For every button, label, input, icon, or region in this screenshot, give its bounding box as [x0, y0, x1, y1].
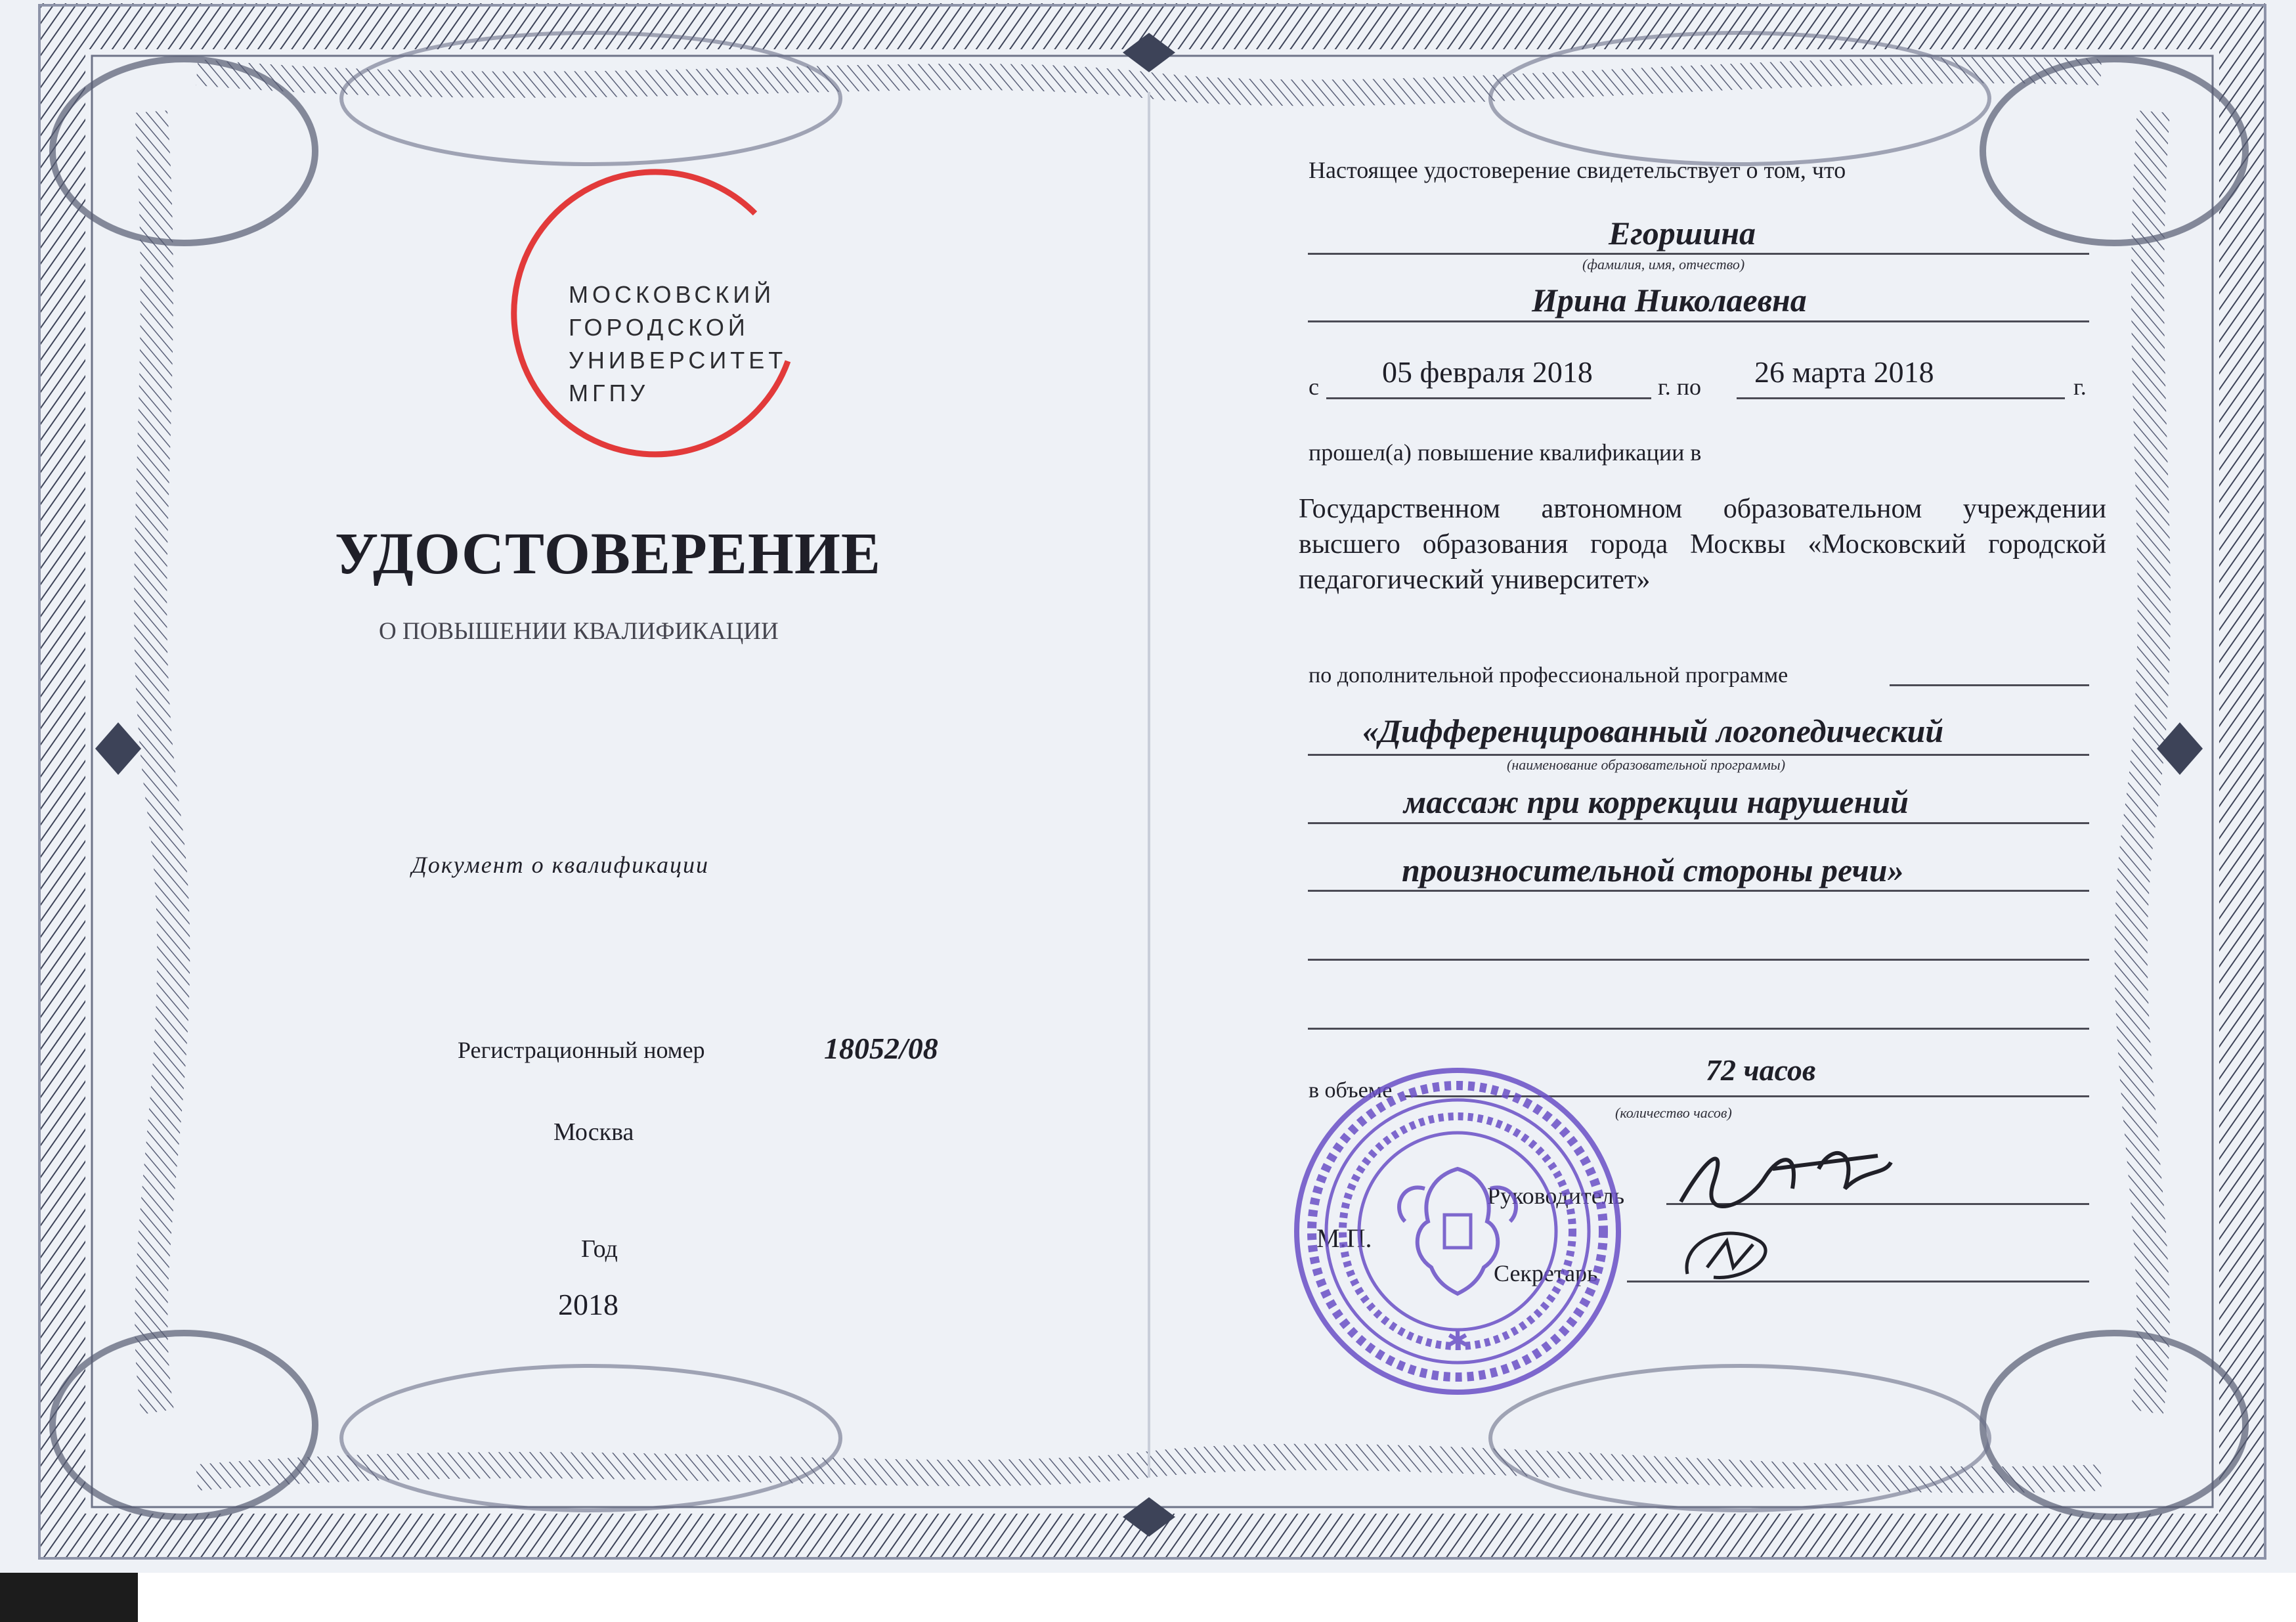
secretary-signature [1668, 1215, 1799, 1294]
institution-name: Государственном автономном образовательном учреждении высшего образования города Москвы «Московский городской педагогический университет» [1299, 494, 2106, 595]
date-from-line [1326, 397, 1651, 399]
first-name: Ирина Николаевна [1532, 282, 1807, 318]
intro-text: Настоящее удостоверение свидетельствует о том, что [1309, 157, 1846, 183]
program-line-2 [1308, 822, 2089, 824]
logo-line-1: МОСКОВСКИЙ [569, 281, 775, 308]
date-from: 05 февраля 2018 [1382, 355, 1593, 389]
registration-number: 18052/08 [824, 1032, 938, 1065]
logo-line-4: МГПУ [569, 380, 649, 406]
program-label: по дополнительной профессиональной программе [1309, 663, 1788, 688]
secretary-label: Секретарь [1494, 1260, 1598, 1286]
first-name-line [1308, 320, 2089, 322]
program-line-4 [1308, 959, 2089, 961]
registration-label: Регистрационный номер [458, 1037, 705, 1063]
head-signature [1668, 1129, 1917, 1221]
program-title-1: «Дифференцированный логопедический [1362, 712, 1944, 749]
from-prefix: с [1309, 374, 1319, 400]
issue-year: 2018 [558, 1288, 618, 1321]
logo-line-3: УНИВЕРСИТЕТ [569, 347, 787, 374]
mp-label: М.П. [1316, 1223, 1372, 1253]
name-caption: (фамилия, имя, отчество) [1582, 256, 1745, 273]
hours-value: 72 часов [1706, 1053, 1816, 1087]
program-line-1 [1308, 754, 2089, 756]
hours-caption: (количество часов) [1615, 1105, 1732, 1121]
program-title-3: произносительной стороны речи» [1402, 852, 1904, 888]
year-suffix: г. [2073, 374, 2087, 400]
year-label: Год [581, 1235, 618, 1263]
program-line-3 [1308, 890, 2089, 892]
svg-text:✱: ✱ [1446, 1326, 1469, 1356]
program-label-line [1890, 684, 2089, 686]
surname-line [1308, 253, 2089, 255]
head-label: Руководитель [1487, 1183, 1625, 1209]
volume-label: в объеме [1309, 1078, 1393, 1103]
date-to-line [1737, 397, 2065, 399]
scan-margin [0, 1573, 2296, 1622]
scan-shadow [0, 1573, 138, 1622]
logo-text [569, 278, 787, 410]
program-line-5 [1308, 1028, 2089, 1030]
passed-text: прошел(а) повышение квалификации в [1309, 439, 1702, 466]
document-type: Документ о квалификации [412, 852, 710, 878]
issue-city: Москва [553, 1118, 634, 1146]
mid-text: г. по [1658, 374, 1701, 400]
program-title-2: массаж при коррекции нарушений [1404, 783, 1909, 820]
document-subtitle: О ПОВЫШЕНИИ КВАЛИФИКАЦИИ [379, 618, 779, 645]
program-caption: (наименование образовательной программы) [1507, 756, 1786, 773]
surname: Егоршина [1609, 215, 1756, 252]
official-stamp [1284, 1057, 1632, 1405]
logo-line-2: ГОРОДСКОЙ [569, 314, 749, 341]
date-to: 26 марта 2018 [1754, 355, 1934, 389]
document-title: УДОСТОВЕРЕНИЕ [335, 521, 881, 586]
